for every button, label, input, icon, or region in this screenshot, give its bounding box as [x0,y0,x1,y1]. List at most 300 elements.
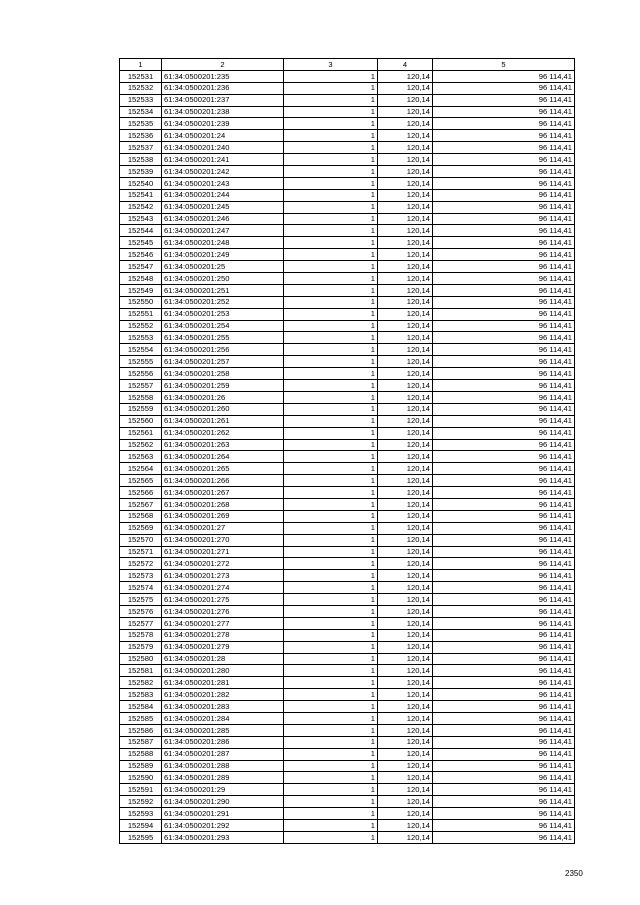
table-row [120,380,575,392]
table-row [120,475,575,487]
area-cell: 120,14 [378,498,433,510]
table-row [120,415,575,427]
area-cell: 120,14 [378,641,433,653]
table-row [120,796,575,808]
row-number-cell: 152574 [120,582,162,594]
cadastral-number-cell: 61:34:0500201:285 [162,724,284,736]
value-cell: 96 114,41 [433,344,575,356]
row-number-cell: 152587 [120,736,162,748]
table-row [120,487,575,499]
value-cell: 96 114,41 [433,582,575,594]
table-row [120,189,575,201]
area-cell: 120,14 [378,522,433,534]
cadastral-number-cell: 61:34:0500201:251 [162,284,284,296]
count-cell: 1 [284,427,378,439]
cadastral-number-cell: 61:34:0500201:287 [162,748,284,760]
row-number-cell: 152538 [120,154,162,166]
count-cell: 1 [284,273,378,285]
table-row [120,142,575,154]
cadastral-number-cell: 61:34:0500201:260 [162,403,284,415]
row-number-cell: 152555 [120,356,162,368]
row-number-cell: 152546 [120,249,162,261]
cadastral-number-cell: 61:34:0500201:244 [162,189,284,201]
table-row [120,201,575,213]
value-cell: 96 114,41 [433,368,575,380]
row-number-cell: 152567 [120,498,162,510]
cadastral-number-cell: 61:34:0500201:273 [162,570,284,582]
cadastral-number-cell: 61:34:0500201:266 [162,475,284,487]
table-row [120,629,575,641]
value-cell: 96 114,41 [433,808,575,820]
row-number-cell: 152537 [120,142,162,154]
count-cell: 1 [284,724,378,736]
table-row [120,594,575,606]
row-number-cell: 152539 [120,166,162,178]
table-row [120,760,575,772]
row-number-cell: 152540 [120,177,162,189]
area-cell: 120,14 [378,665,433,677]
area-cell: 120,14 [378,724,433,736]
row-number-cell: 152576 [120,605,162,617]
table-row [120,831,575,843]
table-header-row [120,59,575,71]
cadastral-number-cell: 61:34:0500201:243 [162,177,284,189]
column-header-3: 3 [284,59,378,71]
table-row [120,344,575,356]
value-cell: 96 114,41 [433,356,575,368]
value-cell: 96 114,41 [433,570,575,582]
count-cell: 1 [284,308,378,320]
count-cell: 1 [284,831,378,843]
count-cell: 1 [284,106,378,118]
value-cell: 96 114,41 [433,796,575,808]
cadastral-number-cell: 61:34:0500201:238 [162,106,284,118]
value-cell: 96 114,41 [433,332,575,344]
table-row [120,70,575,82]
area-cell: 120,14 [378,201,433,213]
area-cell: 120,14 [378,106,433,118]
table-row [120,701,575,713]
table-body [120,70,575,843]
row-number-cell: 152549 [120,284,162,296]
value-cell: 96 114,41 [433,724,575,736]
row-number-cell: 152553 [120,332,162,344]
count-cell: 1 [284,261,378,273]
cadastral-number-cell: 61:34:0500201:283 [162,701,284,713]
value-cell: 96 114,41 [433,820,575,832]
table-row [120,166,575,178]
count-cell: 1 [284,796,378,808]
row-number-cell: 152578 [120,629,162,641]
count-cell: 1 [284,237,378,249]
row-number-cell: 152582 [120,677,162,689]
table-row [120,106,575,118]
count-cell: 1 [284,653,378,665]
value-cell: 96 114,41 [433,463,575,475]
area-cell: 120,14 [378,142,433,154]
count-cell: 1 [284,344,378,356]
area-cell: 120,14 [378,225,433,237]
value-cell: 96 114,41 [433,605,575,617]
row-number-cell: 152584 [120,701,162,713]
row-number-cell: 152581 [120,665,162,677]
row-number-cell: 152595 [120,831,162,843]
area-cell: 120,14 [378,736,433,748]
value-cell: 96 114,41 [433,273,575,285]
table-row [120,712,575,724]
value-cell: 96 114,41 [433,415,575,427]
table-row [120,213,575,225]
cadastral-number-cell: 61:34:0500201:282 [162,689,284,701]
cadastral-number-cell: 61:34:0500201:289 [162,772,284,784]
table-row [120,118,575,130]
count-cell: 1 [284,570,378,582]
table-row [120,653,575,665]
cadastral-number-cell: 61:34:0500201:281 [162,677,284,689]
area-cell: 120,14 [378,808,433,820]
row-number-cell: 152579 [120,641,162,653]
area-cell: 120,14 [378,487,433,499]
count-cell: 1 [284,534,378,546]
row-number-cell: 152588 [120,748,162,760]
value-cell: 96 114,41 [433,189,575,201]
count-cell: 1 [284,451,378,463]
cadastral-number-cell: 61:34:0500201:247 [162,225,284,237]
cadastral-number-cell: 61:34:0500201:237 [162,94,284,106]
row-number-cell: 152583 [120,689,162,701]
value-cell: 96 114,41 [433,701,575,713]
cadastral-number-cell: 61:34:0500201:256 [162,344,284,356]
cadastral-number-cell: 61:34:0500201:265 [162,463,284,475]
cadastral-number-cell: 61:34:0500201:236 [162,82,284,94]
count-cell: 1 [284,689,378,701]
count-cell: 1 [284,70,378,82]
count-cell: 1 [284,784,378,796]
area-cell: 120,14 [378,558,433,570]
count-cell: 1 [284,439,378,451]
count-cell: 1 [284,463,378,475]
count-cell: 1 [284,320,378,332]
area-cell: 120,14 [378,189,433,201]
cadastral-number-cell: 61:34:0500201:290 [162,796,284,808]
table-row [120,356,575,368]
table-row [120,736,575,748]
value-cell: 96 114,41 [433,118,575,130]
area-cell: 120,14 [378,237,433,249]
row-number-cell: 152550 [120,296,162,308]
area-cell: 120,14 [378,296,433,308]
row-number-cell: 152568 [120,510,162,522]
area-cell: 120,14 [378,154,433,166]
table-row [120,225,575,237]
cadastral-number-cell: 61:34:0500201:268 [162,498,284,510]
cadastral-number-cell: 61:34:0500201:276 [162,605,284,617]
value-cell: 96 114,41 [433,308,575,320]
count-cell: 1 [284,368,378,380]
row-number-cell: 152548 [120,273,162,285]
count-cell: 1 [284,177,378,189]
cadastral-number-cell: 61:34:0500201:25 [162,261,284,273]
row-number-cell: 152572 [120,558,162,570]
value-cell: 96 114,41 [433,154,575,166]
cadastral-number-cell: 61:34:0500201:269 [162,510,284,522]
value-cell: 96 114,41 [433,94,575,106]
row-number-cell: 152544 [120,225,162,237]
value-cell: 96 114,41 [433,439,575,451]
area-cell: 120,14 [378,70,433,82]
cadastral-number-cell: 61:34:0500201:278 [162,629,284,641]
row-number-cell: 152531 [120,70,162,82]
count-cell: 1 [284,487,378,499]
cadastral-number-cell: 61:34:0500201:286 [162,736,284,748]
value-cell: 96 114,41 [433,403,575,415]
table-row [120,368,575,380]
row-number-cell: 152586 [120,724,162,736]
value-cell: 96 114,41 [433,320,575,332]
table-row [120,249,575,261]
count-cell: 1 [284,332,378,344]
cadastral-number-cell: 61:34:0500201:250 [162,273,284,285]
table-row [120,320,575,332]
count-cell: 1 [284,225,378,237]
area-cell: 120,14 [378,356,433,368]
value-cell: 96 114,41 [433,736,575,748]
column-header-1: 1 [120,59,162,71]
table-row [120,689,575,701]
area-cell: 120,14 [378,118,433,130]
count-cell: 1 [284,380,378,392]
count-cell: 1 [284,296,378,308]
cadastral-number-cell: 61:34:0500201:242 [162,166,284,178]
cadastral-number-cell: 61:34:0500201:246 [162,213,284,225]
count-cell: 1 [284,617,378,629]
value-cell: 96 114,41 [433,629,575,641]
row-number-cell: 152566 [120,487,162,499]
table-row [120,451,575,463]
row-number-cell: 152592 [120,796,162,808]
value-cell: 96 114,41 [433,201,575,213]
value-cell: 96 114,41 [433,510,575,522]
row-number-cell: 152545 [120,237,162,249]
cadastral-number-cell: 61:34:0500201:241 [162,154,284,166]
row-number-cell: 152541 [120,189,162,201]
row-number-cell: 152580 [120,653,162,665]
value-cell: 96 114,41 [433,225,575,237]
value-cell: 96 114,41 [433,284,575,296]
area-cell: 120,14 [378,677,433,689]
cadastral-number-cell: 61:34:0500201:26 [162,391,284,403]
table-row [120,546,575,558]
value-cell: 96 114,41 [433,748,575,760]
table-row [120,273,575,285]
area-cell: 120,14 [378,332,433,344]
value-cell: 96 114,41 [433,534,575,546]
cadastral-number-cell: 61:34:0500201:29 [162,784,284,796]
value-cell: 96 114,41 [433,760,575,772]
row-number-cell: 152589 [120,760,162,772]
area-cell: 120,14 [378,94,433,106]
value-cell: 96 114,41 [433,689,575,701]
count-cell: 1 [284,154,378,166]
table-row [120,808,575,820]
area-cell: 120,14 [378,653,433,665]
cadastral-number-cell: 61:34:0500201:271 [162,546,284,558]
count-cell: 1 [284,142,378,154]
row-number-cell: 152585 [120,712,162,724]
area-cell: 120,14 [378,617,433,629]
value-cell: 96 114,41 [433,261,575,273]
area-cell: 120,14 [378,439,433,451]
count-cell: 1 [284,189,378,201]
area-cell: 120,14 [378,249,433,261]
value-cell: 96 114,41 [433,130,575,142]
count-cell: 1 [284,594,378,606]
count-cell: 1 [284,712,378,724]
column-header-4: 4 [378,59,433,71]
value-cell: 96 114,41 [433,475,575,487]
value-cell: 96 114,41 [433,177,575,189]
cadastral-number-cell: 61:34:0500201:245 [162,201,284,213]
area-cell: 120,14 [378,391,433,403]
count-cell: 1 [284,760,378,772]
table-row [120,641,575,653]
value-cell: 96 114,41 [433,831,575,843]
row-number-cell: 152554 [120,344,162,356]
value-cell: 96 114,41 [433,641,575,653]
count-cell: 1 [284,629,378,641]
row-number-cell: 152562 [120,439,162,451]
table-row [120,498,575,510]
value-cell: 96 114,41 [433,653,575,665]
cadastral-number-cell: 61:34:0500201:270 [162,534,284,546]
row-number-cell: 152575 [120,594,162,606]
cadastral-number-cell: 61:34:0500201:240 [162,142,284,154]
count-cell: 1 [284,665,378,677]
table-row [120,94,575,106]
area-cell: 120,14 [378,570,433,582]
count-cell: 1 [284,558,378,570]
table-row [120,677,575,689]
cadastral-number-cell: 61:34:0500201:262 [162,427,284,439]
area-cell: 120,14 [378,308,433,320]
area-cell: 120,14 [378,213,433,225]
cadastral-number-cell: 61:34:0500201:263 [162,439,284,451]
row-number-cell: 152560 [120,415,162,427]
count-cell: 1 [284,403,378,415]
count-cell: 1 [284,249,378,261]
cadastral-number-cell: 61:34:0500201:272 [162,558,284,570]
value-cell: 96 114,41 [433,82,575,94]
row-number-cell: 152543 [120,213,162,225]
cadastral-number-cell: 61:34:0500201:27 [162,522,284,534]
count-cell: 1 [284,356,378,368]
cadastral-number-cell: 61:34:0500201:253 [162,308,284,320]
table-row [120,296,575,308]
value-cell: 96 114,41 [433,213,575,225]
cadastral-number-cell: 61:34:0500201:249 [162,249,284,261]
row-number-cell: 152536 [120,130,162,142]
value-cell: 96 114,41 [433,142,575,154]
area-cell: 120,14 [378,772,433,784]
table-row [120,820,575,832]
table-row [120,582,575,594]
row-number-cell: 152535 [120,118,162,130]
count-cell: 1 [284,391,378,403]
area-cell: 120,14 [378,427,433,439]
cadastral-number-cell: 61:34:0500201:280 [162,665,284,677]
table-row [120,284,575,296]
table-row [120,772,575,784]
area-cell: 120,14 [378,177,433,189]
area-cell: 120,14 [378,415,433,427]
count-cell: 1 [284,701,378,713]
table-row [120,154,575,166]
value-cell: 96 114,41 [433,558,575,570]
area-cell: 120,14 [378,546,433,558]
table-row [120,237,575,249]
count-cell: 1 [284,820,378,832]
area-cell: 120,14 [378,534,433,546]
value-cell: 96 114,41 [433,487,575,499]
cadastral-number-cell: 61:34:0500201:261 [162,415,284,427]
count-cell: 1 [284,808,378,820]
count-cell: 1 [284,605,378,617]
count-cell: 1 [284,166,378,178]
count-cell: 1 [284,582,378,594]
value-cell: 96 114,41 [433,451,575,463]
cadastral-number-cell: 61:34:0500201:279 [162,641,284,653]
count-cell: 1 [284,201,378,213]
count-cell: 1 [284,677,378,689]
cadastral-number-cell: 61:34:0500201:235 [162,70,284,82]
row-number-cell: 152551 [120,308,162,320]
row-number-cell: 152557 [120,380,162,392]
area-cell: 120,14 [378,403,433,415]
row-number-cell: 152565 [120,475,162,487]
cadastral-number-cell: 61:34:0500201:293 [162,831,284,843]
value-cell: 96 114,41 [433,665,575,677]
area-cell: 120,14 [378,451,433,463]
table-row [120,439,575,451]
area-cell: 120,14 [378,261,433,273]
count-cell: 1 [284,82,378,94]
value-cell: 96 114,41 [433,166,575,178]
row-number-cell: 152556 [120,368,162,380]
row-number-cell: 152558 [120,391,162,403]
cadastral-number-cell: 61:34:0500201:258 [162,368,284,380]
value-cell: 96 114,41 [433,522,575,534]
cadastral-number-cell: 61:34:0500201:274 [162,582,284,594]
row-number-cell: 152552 [120,320,162,332]
area-cell: 120,14 [378,831,433,843]
area-cell: 120,14 [378,82,433,94]
area-cell: 120,14 [378,594,433,606]
table-row [120,534,575,546]
cadastral-number-cell: 61:34:0500201:248 [162,237,284,249]
row-number-cell: 152571 [120,546,162,558]
count-cell: 1 [284,772,378,784]
table-row [120,261,575,273]
cadastral-number-cell: 61:34:0500201:239 [162,118,284,130]
table-row [120,665,575,677]
cadastral-number-cell: 61:34:0500201:257 [162,356,284,368]
table-row [120,570,575,582]
count-cell: 1 [284,748,378,760]
table-row [120,617,575,629]
row-number-cell: 152547 [120,261,162,273]
cadastral-number-cell: 61:34:0500201:252 [162,296,284,308]
count-cell: 1 [284,522,378,534]
